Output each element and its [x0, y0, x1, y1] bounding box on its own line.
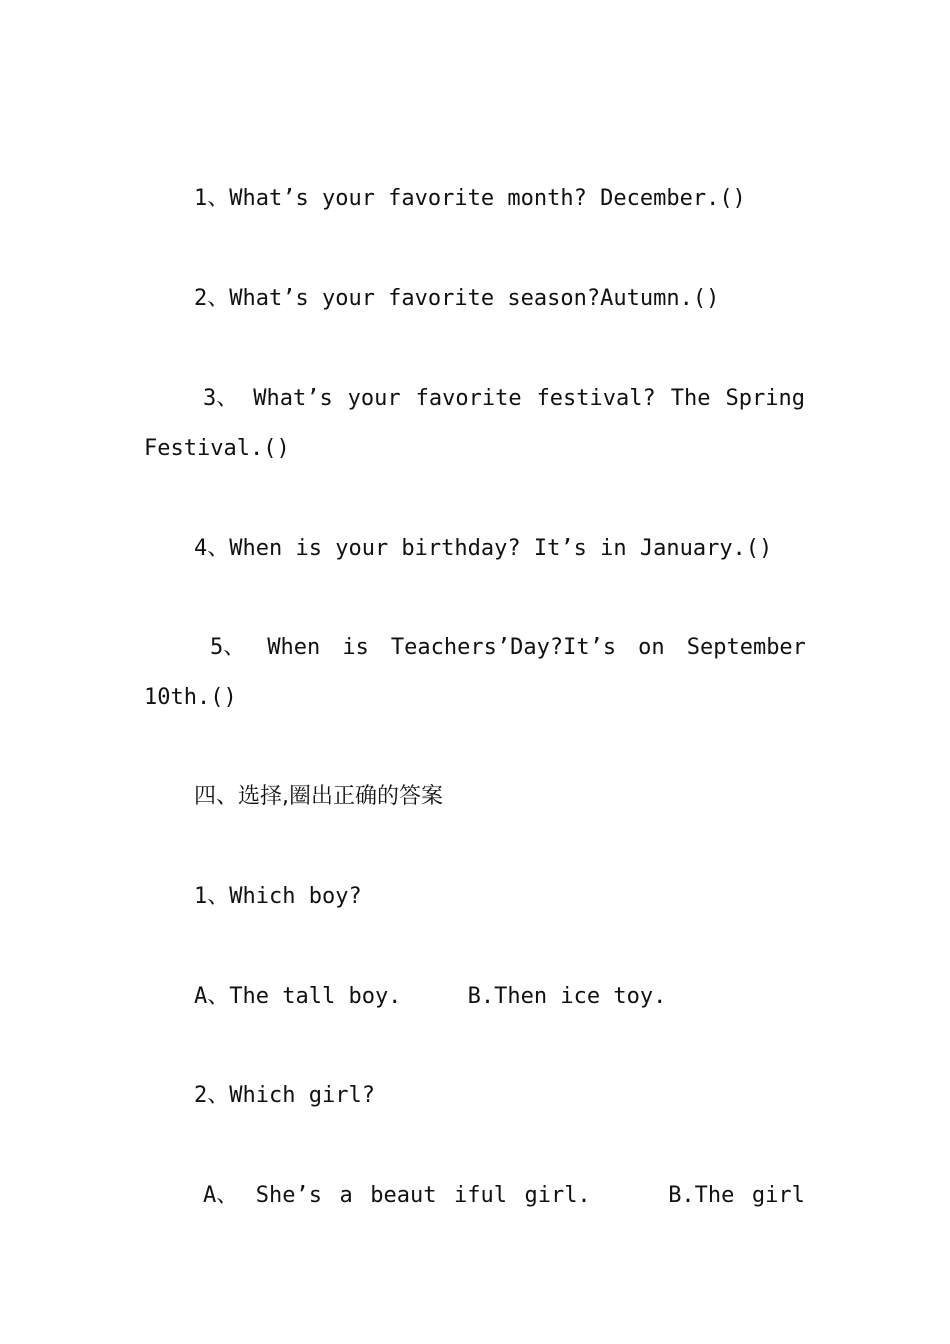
question-3-3-word: The [670, 386, 711, 411]
question-4-2-word: B.The [668, 1183, 735, 1208]
question-3-3-word: 3、 [203, 386, 239, 411]
question-4-2-word: girl. [524, 1183, 591, 1208]
question-3-5-word: Teachers’Day?It’s [390, 635, 617, 660]
question-3-3-word: What’s [253, 386, 333, 411]
question-3-2: 2、What’s your favorite season?Autumn.() [194, 286, 720, 311]
question-4-1: 1、Which boy? [194, 884, 362, 909]
question-4-2-options [203, 1181, 805, 1211]
question-4-2-word: She’s [255, 1183, 322, 1208]
question-4-2-word: A、 [203, 1183, 239, 1208]
question-4-1-options: A、The tall boy. B.Then ice toy. [194, 984, 667, 1009]
question-3-1: 1、What’s your favorite month? December.() [194, 186, 746, 211]
question-3-3-word: festival? [536, 386, 656, 411]
question-3-4: 4、When is your birthday? It’s in January.() [194, 536, 773, 561]
question-3-3-word: Spring [725, 386, 805, 411]
question-4-2-word: iful [453, 1183, 507, 1208]
question-3-3-continuation: Festival.() [144, 436, 290, 461]
question-4-2: 2、Which girl? [194, 1083, 375, 1108]
question-4-2-word: beaut [370, 1183, 437, 1208]
question-3-5-word: 5、 [210, 635, 246, 660]
question-3-5-word: is [342, 635, 369, 660]
question-3-5 [210, 633, 806, 663]
question-3-3 [203, 384, 805, 414]
question-3-3-word: favorite [415, 386, 522, 411]
question-4-2-word: a [339, 1183, 353, 1208]
question-3-5-word: on [638, 635, 665, 660]
section-4-heading: 四、选择,圈出正确的答案 [194, 784, 443, 809]
question-3-5-continuation: 10th.() [144, 685, 237, 710]
question-3-5-word: When [267, 635, 321, 660]
question-3-3-word: your [347, 386, 401, 411]
question-3-5-word: September [686, 635, 806, 660]
question-4-2-word: girl [751, 1183, 805, 1208]
